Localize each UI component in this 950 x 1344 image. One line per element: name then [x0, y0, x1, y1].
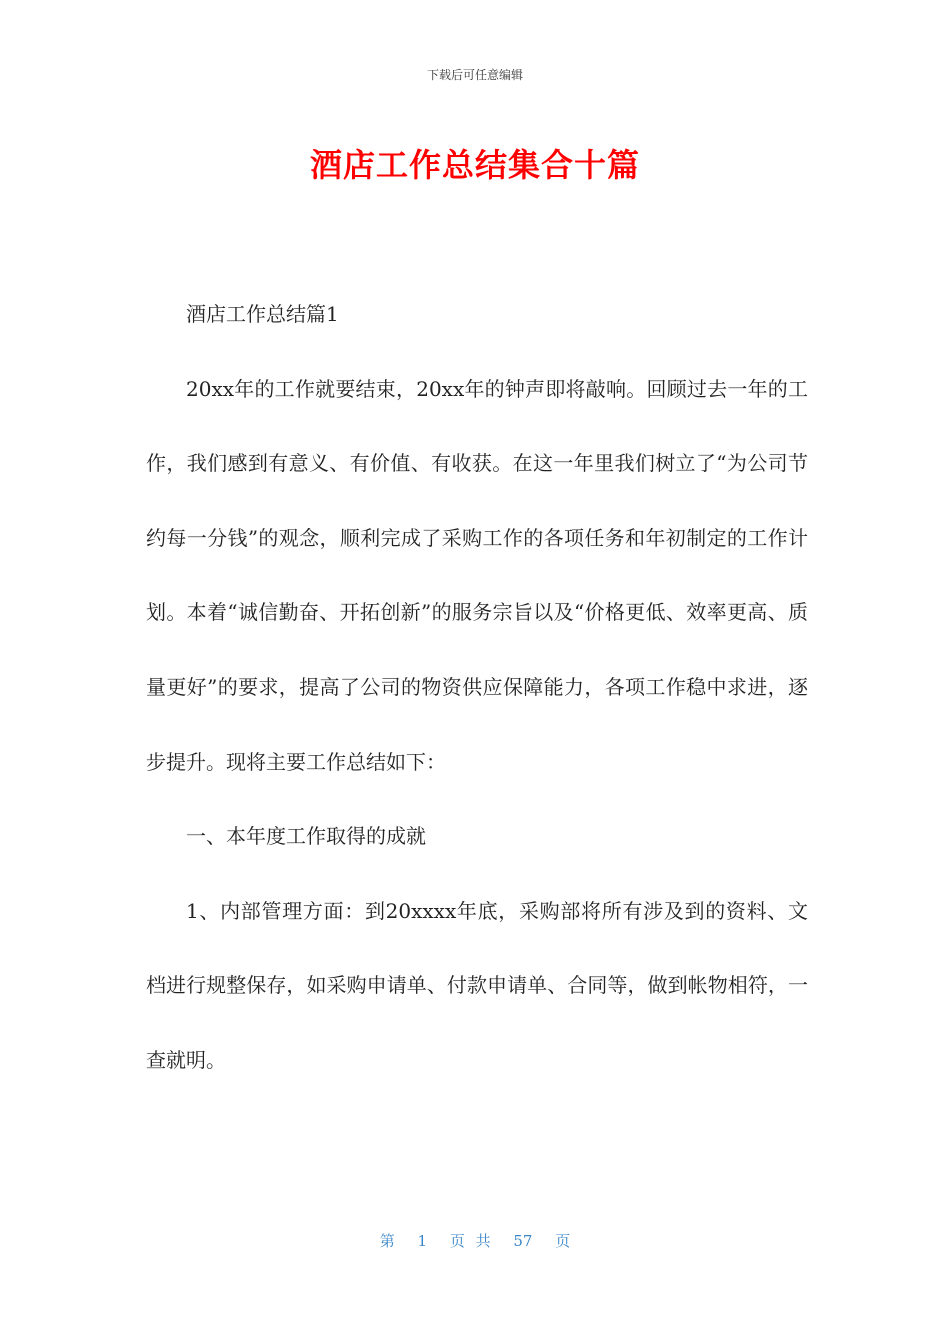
- total-pages-number: 57: [513, 1232, 533, 1250]
- body-paragraph: 20xx年的工作就要结束，20xx年的钟声即将敲响。回顾过去一年的工作，我们感到有意义、有价值、有收获。在这一年里我们树立了“为公司节约每一分钱”的观念，顺利完成了采购工作的各项任务和年初制定的工作计划。本着“诚信勤奋、开拓创新”的服务宗旨以及“价格更低、效率更高、质量更好”的要求，提高了公司的物资供应保障能力，各项工作稳中求进，逐步提升。现将主要工作总结如下：: [146, 376, 808, 774]
- document-body: [146, 277, 808, 1098]
- document-title: 酒店工作总结集合十篇: [309, 146, 640, 184]
- current-page-number: 1: [417, 1232, 428, 1250]
- page-footer: [0, 1230, 950, 1251]
- body-paragraph: 1、内部管理方面：到20xxxx年底，采购部将所有涉及到的资料、文档进行规整保存，如采购申请单、付款申请单、合同等，做到帐物相符，一查就明。: [146, 898, 808, 1072]
- section-heading: 酒店工作总结篇1: [186, 302, 339, 326]
- page-label-mid: 页 共: [449, 1232, 491, 1250]
- subsection-heading: 一、本年度工作取得的成就: [186, 824, 426, 849]
- page-header-note: 下载后可任意编辑: [426, 68, 523, 82]
- page-label-end: 页: [555, 1232, 571, 1250]
- page-label-start: 第: [379, 1232, 395, 1250]
